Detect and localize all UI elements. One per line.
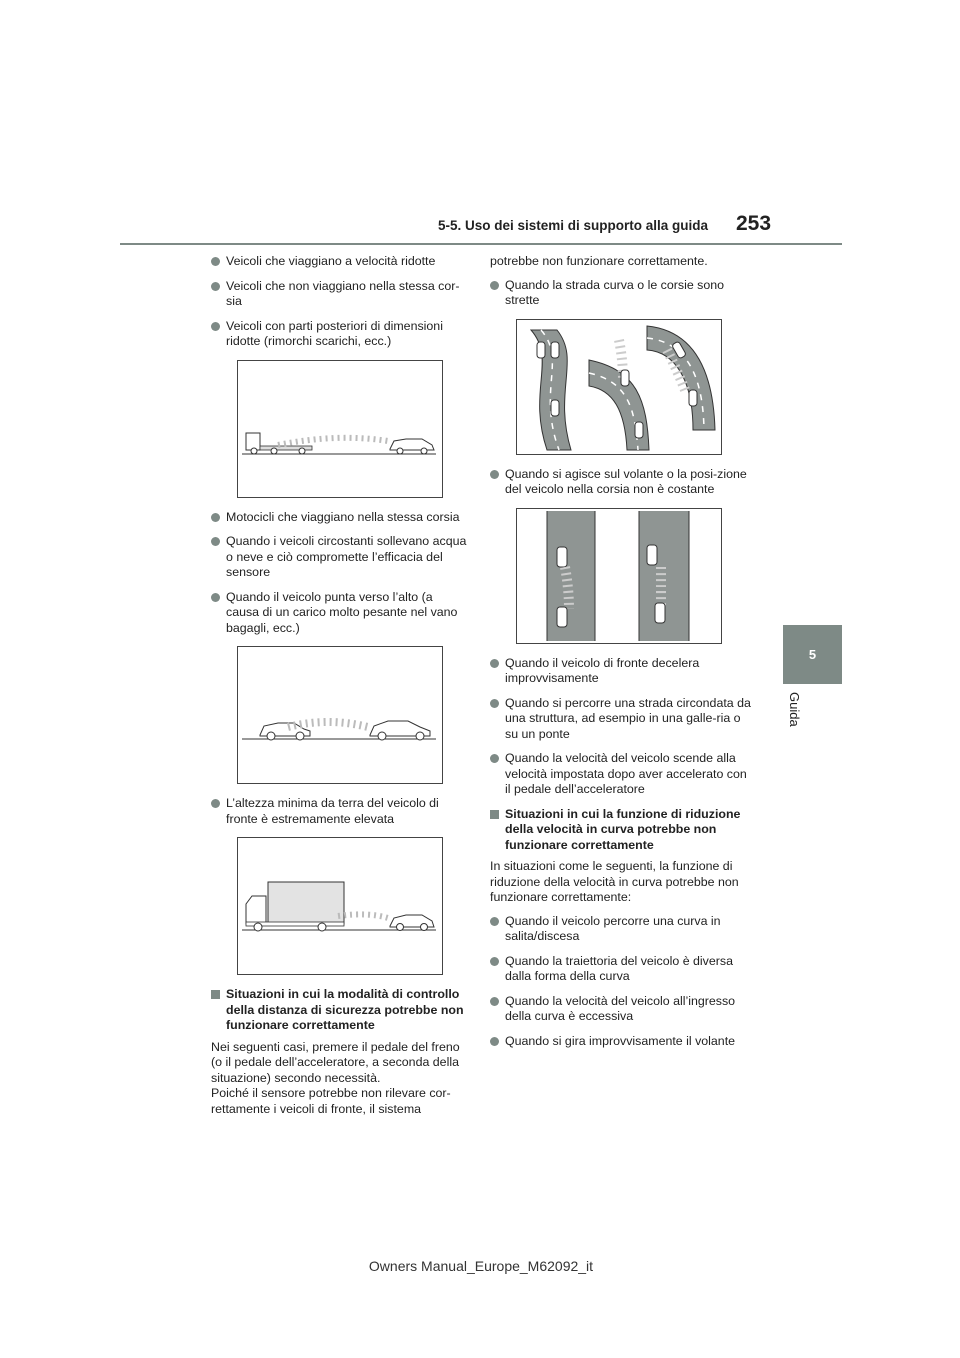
- header-divider: [120, 243, 842, 245]
- illustration-trailer: [237, 360, 443, 498]
- list-item: L’altezza minima da terra del veicolo di fronte è estremamente elevata: [211, 796, 469, 827]
- paragraph-line: Poiché il sensore potrebbe non rilevare cor-rettamente i veicoli di fronte, il sistema: [211, 1086, 451, 1116]
- footer-text: Owners Manual_Europe_M62092_it: [368, 1258, 594, 1274]
- list-item: Veicoli che viaggiano a velocità ridotte: [211, 254, 469, 270]
- list-item: Quando si gira improvvisamente il volante: [490, 1034, 752, 1050]
- paragraph-line: Nei seguenti casi, premere il pedale del freno (o il pedale dell’acceleratore, a seconda della situazione) secondo necessità.: [211, 1039, 460, 1085]
- list-item: Quando si percorre una strada circondata da una struttura, ad esempio in una galle-ria o su un ponte: [490, 696, 752, 743]
- list-item: Quando i veicoli circostanti sollevano acqua o neve e ciò compromette l’efficacia del sensore: [211, 534, 469, 581]
- list-item: Quando la velocità del veicolo scende alla velocità impostata dopo aver accelerato con il pedale dell’acceleratore: [490, 751, 752, 798]
- list-item: Quando la traiettoria del veicolo è diversa dalla forma della curva: [490, 954, 752, 985]
- list-item: Veicoli con parti posteriori di dimensioni ridotte (rimorchi scarichi, ecc.): [211, 319, 469, 350]
- illustration-truck: [237, 837, 443, 975]
- list-item: Quando il veicolo percorre una curva in salita/discesa: [490, 914, 752, 945]
- chapter-number: 5: [808, 647, 817, 662]
- section-title: 5-5. Uso dei sistemi di supporto alla guida: [438, 218, 709, 233]
- paragraph: [211, 1040, 469, 1118]
- illustration-lane-position: [516, 508, 722, 644]
- left-column: [211, 254, 469, 1125]
- list-item: Motocicli che viaggiano nella stessa corsia: [211, 510, 469, 526]
- list-item: Quando la strada curva o le corsie sono strette: [490, 278, 752, 309]
- list-item: Quando il veicolo di fronte decelera improvvisamente: [490, 656, 752, 687]
- list-item: Quando la velocità del veicolo all’ingresso della curva è eccessiva: [490, 994, 752, 1025]
- section-heading: Situazioni in cui la funzione di riduzione della velocità in curva potrebbe non funzionare correttamente: [490, 807, 752, 854]
- list-item: Quando si agisce sul volante o la posi-zione del veicolo nella corsia non è costante: [490, 467, 752, 498]
- right-column: [490, 254, 752, 1058]
- page-number: 253: [736, 212, 772, 235]
- paragraph-continuation: potrebbe non funzionare correttamente.: [490, 254, 708, 268]
- list-item: Quando il veicolo punta verso l’alto (a causa di un carico molto pesante nel vano bagagli, ecc.): [211, 590, 469, 637]
- section-heading: Situazioni in cui la modalità di controllo della distanza di sicurezza potrebbe non funzionare correttamente: [211, 987, 469, 1034]
- illustration-cars: [237, 646, 443, 784]
- list-item: Veicoli che non viaggiano nella stessa cor-sia: [211, 279, 469, 310]
- chapter-label: Guida: [787, 692, 802, 727]
- chapter-tab[interactable]: [783, 625, 842, 684]
- illustration-curves: [516, 319, 722, 455]
- paragraph: In situazioni come le seguenti, la funzione di riduzione della velocità in curva potrebbe non funzionare correttamente:: [490, 859, 739, 904]
